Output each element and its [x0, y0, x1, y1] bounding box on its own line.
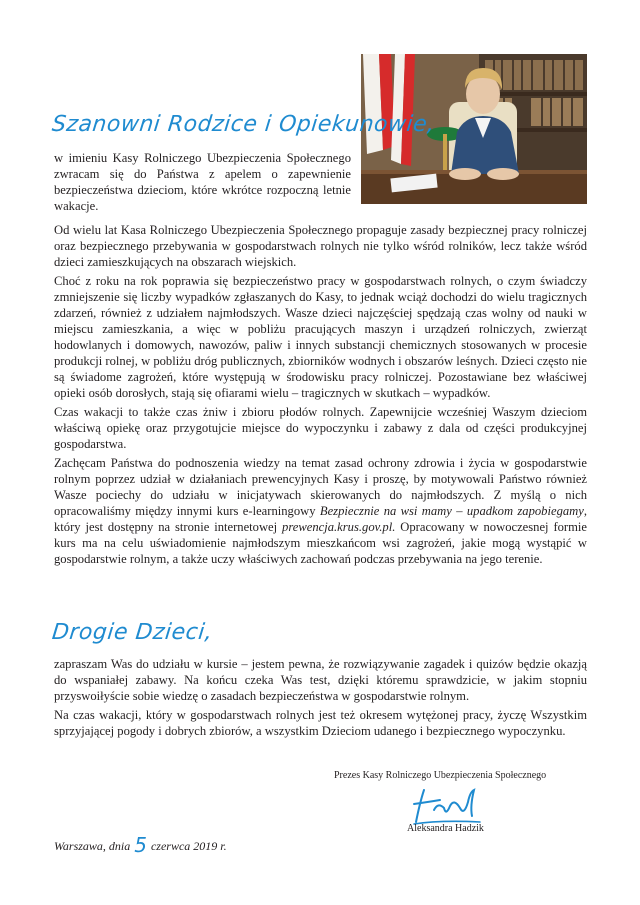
- signature-title: Prezes Kasy Rolniczego Ubezpieczenia Społecznego: [334, 770, 547, 781]
- handwritten-signature: [410, 782, 490, 828]
- paragraph-invitation: zapraszam Was do udziału w kursie – jestem pewna, że rozwiązywanie zagadek i quizów będzie okazją do wspaniałej zabawy. Na końcu czeka Was test, dzięki któremu sprawdzicie, w jakim stopniu przyswoiłyście sobie wiedzę o zasadach bezpieczeństwa w gospodarstwie rolnym.: [54, 657, 587, 703]
- date-line: [54, 833, 227, 857]
- date-day: 5: [134, 833, 147, 857]
- date-prefix: Warszawa, dnia: [54, 839, 131, 853]
- greeting-children: Drogie Dzieci,: [50, 620, 214, 645]
- paragraph-safety-risks: Choć z roku na rok poprawia się bezpieczeństwo pracy w gospodarstwach rolnych, o czym świadczy zmniejszenie się liczby wypadków zgłaszanych do Kasy, to jednak wciąż dochodzi do wielu tragicznych zdarzeń, również z udziałem najmłodszych. Wasze dzieci najczęściej spędzają czas wolny od nauki w miejscu zamieszkania, a więc w pobliżu pracujących maszyn i urządzeń rolniczych, zwierząt hodowlanych i domowych, nawozów, paliw i innych substancji chemicznych stosowanych w procesie produkcji rolnej, w pobliżu dróg publicznych, zbiorników wodnych i obszarów leśnych. Dzieci często nie są świadome zagrożeń, które występują w środowisku pracy rolniczej. Pozostawiane bez właściwej opieki osób dorosłych, stają się ofiarami wielu – tragicznych w skutkach – wypadków.: [54, 274, 587, 400]
- course-name: Bezpiecznie na wsi mamy – upadkom zapobiegamy: [319, 504, 584, 518]
- date-suffix: czerwca 2019 r.: [150, 839, 227, 853]
- paragraph-krus-mission: Od wielu lat Kasa Rolniczego Ubezpieczenia Społecznego propaguje zasady bezpiecznej pracy rolniczej oraz bezpiecznego przebywania w gospodarstwach rolnych nie tylko wśród rolników, lecz także wśród dzieci zamieszkujących na obszarach wiejskich.: [54, 223, 587, 269]
- intro-paragraph: w imieniu Kasy Rolniczego Ubezpieczenia Społecznego zwracam się do Państwa z apelem o zapewnienie bezpieczeństwa dzieciom, które wkrótce rozpoczną letnie wakacje.: [54, 151, 351, 213]
- paragraph-wishes: Na czas wakacji, który w gospodarstwach rolnych jest też okresem wytężonej pracy, życzę Wszystkim sprzyjającej pogody i dobrych zbiorów, a wszystkim Dzieciom udanego i bezpiecznego wypoczynku.: [54, 708, 587, 738]
- e-learning-text-middle: , który jest dostępny na stronie internetowej: [54, 504, 588, 534]
- paragraph-e-learning: [54, 455, 587, 567]
- course-url: prewencja.krus.gov.pl.: [282, 520, 396, 534]
- paragraph-harvest-time: Czas wakacji to także czas żniw i zbioru płodów rolnych. Zapewnijcie wcześniej Waszym dzieciom właściwą opiekę oraz przygotujcie miejsce do wypoczynku i zabawy z dala od części produkcyjnej gospodarstwa.: [54, 405, 587, 451]
- e-learning-text-end: Opracowany w nowoczesnej formie kurs ma na celu uświadomienie najmłodszym mieszkańcom wsi zagrożeń, jakie mogą wystąpić w gospodarstwie rolnym, a także uczy właściwych zachowań podczas przebywania na jego terenie.: [54, 520, 588, 566]
- greeting-parents: Szanowni Rodzice i Opiekunowie,: [50, 112, 437, 137]
- signature-name: Aleksandra Hadzik: [407, 823, 484, 834]
- e-learning-text-start: Zachęcam Państwa do podnoszenia wiedzy na temat zasad ochrony zdrowia i życia w gospodarstwie rolnym poprzez udział w działaniach prewencyjnych Kasy i proszę, by motywowali Państwo również Wasze pociechy do udziału w inicjatywach skierowanych do najmłodszych. Z myślą o nich opracowaliśmy między innymi kurs e-learningowy: [54, 456, 587, 518]
